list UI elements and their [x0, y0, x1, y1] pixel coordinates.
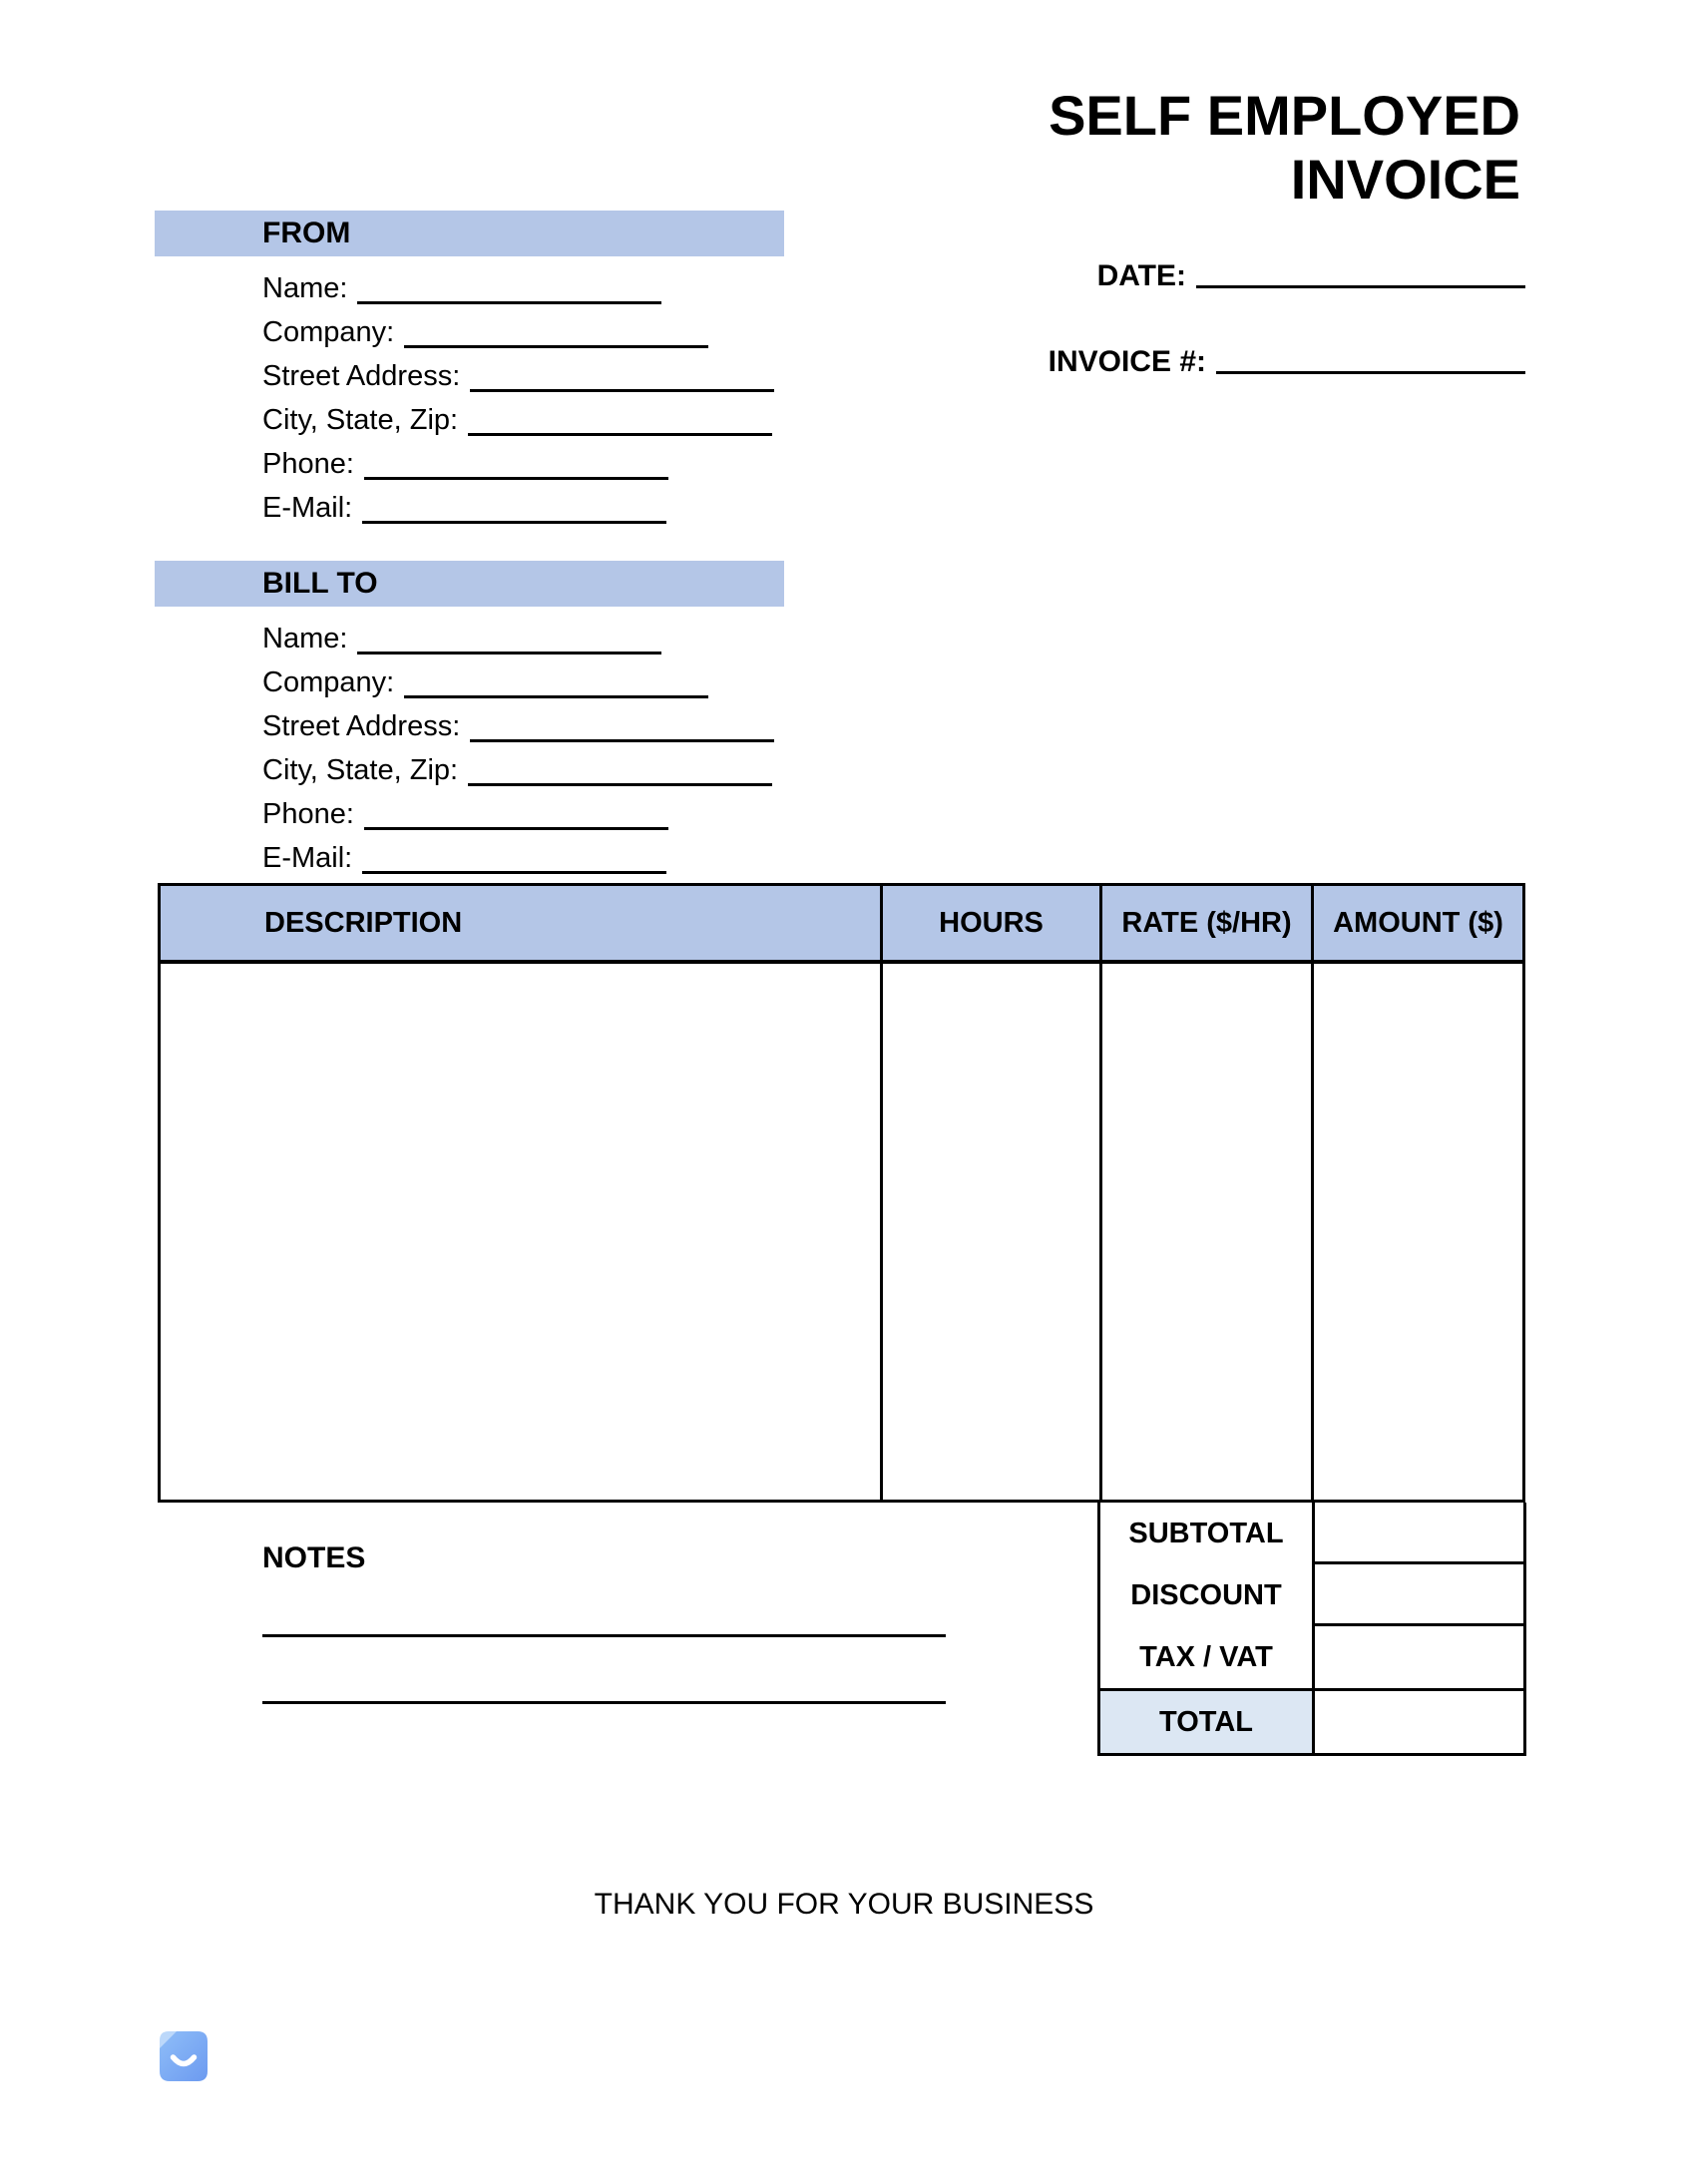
- from-field-name: [262, 266, 784, 310]
- field-label: Name:: [262, 272, 348, 304]
- bill-to-field-city-state-zip: [262, 748, 784, 792]
- page-title-line1: SELF EMPLOYED: [1049, 84, 1520, 147]
- from-field-street-address: [262, 354, 784, 398]
- total-label: TOTAL: [1100, 1691, 1312, 1753]
- from-field-email: [262, 486, 784, 530]
- bill-to-section-header: BILL TO: [155, 561, 784, 607]
- bill-to-field-company: [262, 660, 784, 704]
- field-label: City, State, Zip:: [262, 404, 459, 436]
- field-label: City, State, Zip:: [262, 754, 459, 786]
- bill-to-field-email: [262, 836, 784, 880]
- discount-value-cell[interactable]: [1312, 1564, 1523, 1626]
- field-input-line[interactable]: [468, 425, 772, 436]
- hours-entry-cell[interactable]: [880, 964, 1099, 1500]
- from-field-phone: [262, 442, 784, 486]
- column-header-hours: HOURS: [880, 886, 1099, 960]
- column-header-rate: RATE ($/HR): [1099, 886, 1311, 960]
- items-table-body: [158, 964, 1525, 1503]
- bill-to-section: [155, 561, 784, 880]
- subtotal-value-cell[interactable]: [1312, 1503, 1523, 1564]
- thank-you-message: THANK YOU FOR YOUR BUSINESS: [594, 1888, 1094, 1921]
- bill-to-fields: [262, 617, 784, 880]
- field-input-line[interactable]: [470, 381, 774, 392]
- tax-vat-row: [1100, 1626, 1523, 1691]
- subtotal-label: SUBTOTAL: [1128, 1517, 1284, 1549]
- field-input-line[interactable]: [470, 731, 774, 742]
- field-input-line[interactable]: [357, 293, 661, 304]
- field-label: Street Address:: [262, 360, 461, 392]
- invoice-number-label: INVOICE #:: [1048, 345, 1206, 378]
- description-entry-cell[interactable]: [161, 964, 880, 1500]
- field-input-line[interactable]: [357, 644, 661, 655]
- from-fields: [262, 266, 784, 530]
- from-field-company: [262, 310, 784, 354]
- invoice-number-row: [1049, 337, 1525, 379]
- column-header-description: DESCRIPTION: [264, 906, 463, 939]
- subtotal-row: [1100, 1503, 1523, 1564]
- field-input-line[interactable]: [362, 863, 666, 874]
- field-label: E-Mail:: [262, 492, 353, 524]
- discount-label: DISCOUNT: [1130, 1578, 1282, 1611]
- date-input-line[interactable]: [1196, 277, 1525, 288]
- field-label: Company:: [262, 316, 395, 348]
- field-label: Street Address:: [262, 710, 461, 742]
- notes-input-line-1[interactable]: [262, 1634, 946, 1637]
- bill-to-field-name: [262, 617, 784, 660]
- bill-to-field-street-address: [262, 704, 784, 748]
- field-input-line[interactable]: [364, 819, 668, 830]
- field-input-line[interactable]: [364, 469, 668, 480]
- items-table-header: [158, 883, 1525, 964]
- field-label: Name:: [262, 623, 348, 655]
- field-input-line[interactable]: [468, 775, 772, 786]
- total-row: [1100, 1691, 1523, 1753]
- totals-table: [1097, 1503, 1526, 1756]
- column-header-amount: AMOUNT ($): [1311, 886, 1522, 960]
- date-row: [1097, 251, 1525, 293]
- invoice-number-input-line[interactable]: [1216, 363, 1525, 374]
- notes-label: NOTES: [262, 1541, 366, 1574]
- date-label: DATE:: [1096, 259, 1186, 292]
- field-label: Phone:: [262, 798, 354, 830]
- discount-row: [1100, 1564, 1523, 1626]
- from-section-header: FROM: [155, 211, 784, 256]
- items-table: [158, 883, 1525, 1503]
- tax-vat-label: TAX / VAT: [1139, 1640, 1273, 1673]
- tax-vat-value-cell[interactable]: [1312, 1626, 1523, 1688]
- bill-to-field-phone: [262, 792, 784, 836]
- notes-input-line-2[interactable]: [262, 1701, 946, 1704]
- amount-entry-cell[interactable]: [1311, 964, 1522, 1500]
- field-input-line[interactable]: [362, 513, 666, 524]
- page-title-line2: INVOICE: [1290, 148, 1520, 211]
- field-label: Company:: [262, 666, 395, 698]
- total-value-cell[interactable]: [1312, 1691, 1523, 1753]
- field-input-line[interactable]: [404, 687, 708, 698]
- page-title: [1049, 84, 1520, 212]
- field-input-line[interactable]: [404, 337, 708, 348]
- from-section: [155, 211, 784, 530]
- rate-entry-cell[interactable]: [1099, 964, 1311, 1500]
- field-label: Phone:: [262, 448, 354, 480]
- field-label: E-Mail:: [262, 842, 353, 874]
- document-smile-logo-icon: [160, 2031, 208, 2081]
- from-field-city-state-zip: [262, 398, 784, 442]
